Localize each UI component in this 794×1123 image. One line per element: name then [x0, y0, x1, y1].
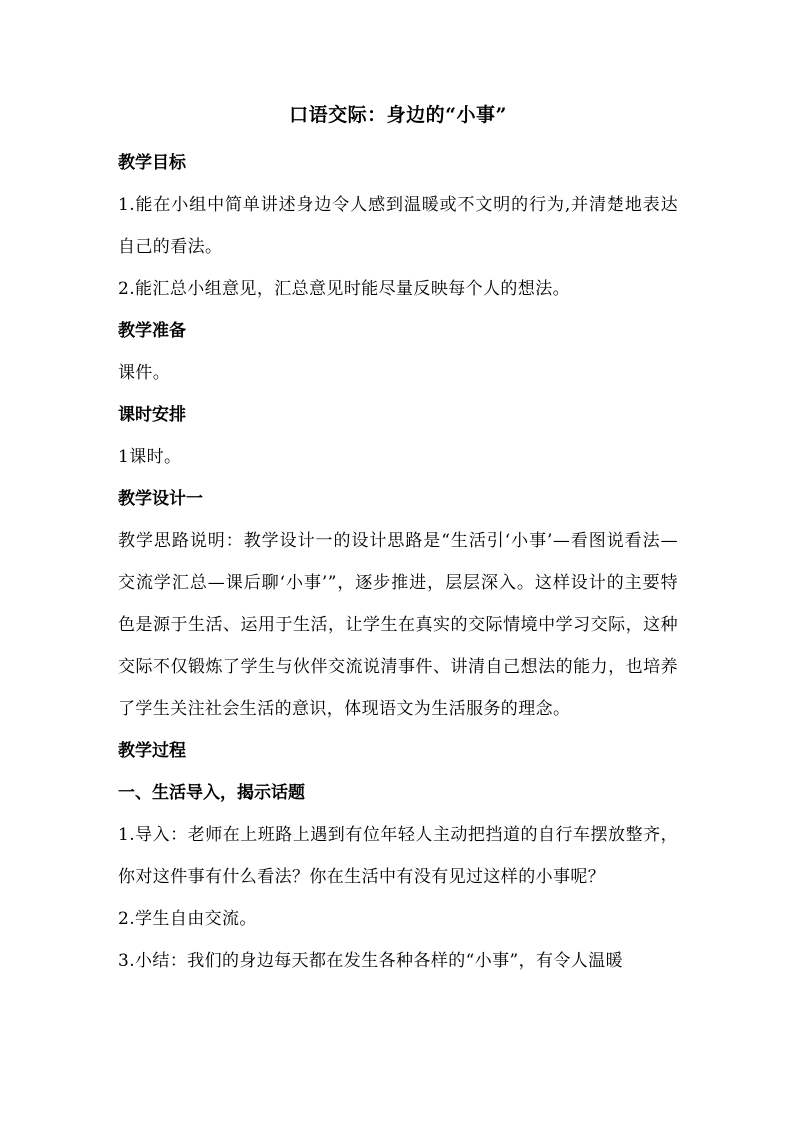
section-heading-teaching-design-one: 教学设计一	[118, 489, 203, 509]
section-heading-teaching-goals: 教学目标	[118, 153, 186, 173]
process-paragraph-2: 2.学生自由交流。	[118, 909, 257, 929]
subheading-life-introduction: 一、生活导入，揭示话题	[118, 783, 305, 803]
preparation-paragraph: 课件。	[118, 363, 171, 383]
section-heading-class-schedule: 课时安排	[118, 405, 186, 425]
process-paragraph-3: 3.小结：我们的身边每天都在发生各种各样的“小事”，有令人温暖	[118, 951, 624, 971]
goal-paragraph-2: 2.能汇总小组意见，汇总意见时能尽量反映每个人的想法。	[118, 279, 571, 299]
document-title: 口语交际：身边的“小事”	[289, 104, 507, 126]
section-heading-teaching-preparation: 教学准备	[118, 321, 186, 341]
document-page	[118, 100, 678, 982]
section-heading-teaching-process: 教学过程	[118, 741, 186, 761]
goal-paragraph-1: 1.能在小组中简单讲述身边令人感到温暖或不文明的行为,并清楚地表达自己的看法。	[118, 195, 678, 257]
process-paragraph-1: 1.导入：老师在上班路上遇到有位年轻人主动把挡道的自行车摆放整齐，你对这件事有什么看法？你在生活中有没有见过这样的小事呢？	[118, 825, 678, 887]
design-description-paragraph: 教学思路说明：教学设计一的设计思路是“生活引‘小事’—看图说看法—交流学汇总—课后聊‘小事’”，逐步推进，层层深入。这样设计的主要特色是源于生活、运用于生活，让学生在真实的交际情境中学习交际，这种交际不仅锻炼了学生与伙伴交流说清事件、讲清自己想法的能力，也培养了学生关注社会生活的意识，体现语文为生活服务的理念。	[118, 531, 678, 719]
schedule-paragraph: 1课时。	[118, 447, 182, 467]
